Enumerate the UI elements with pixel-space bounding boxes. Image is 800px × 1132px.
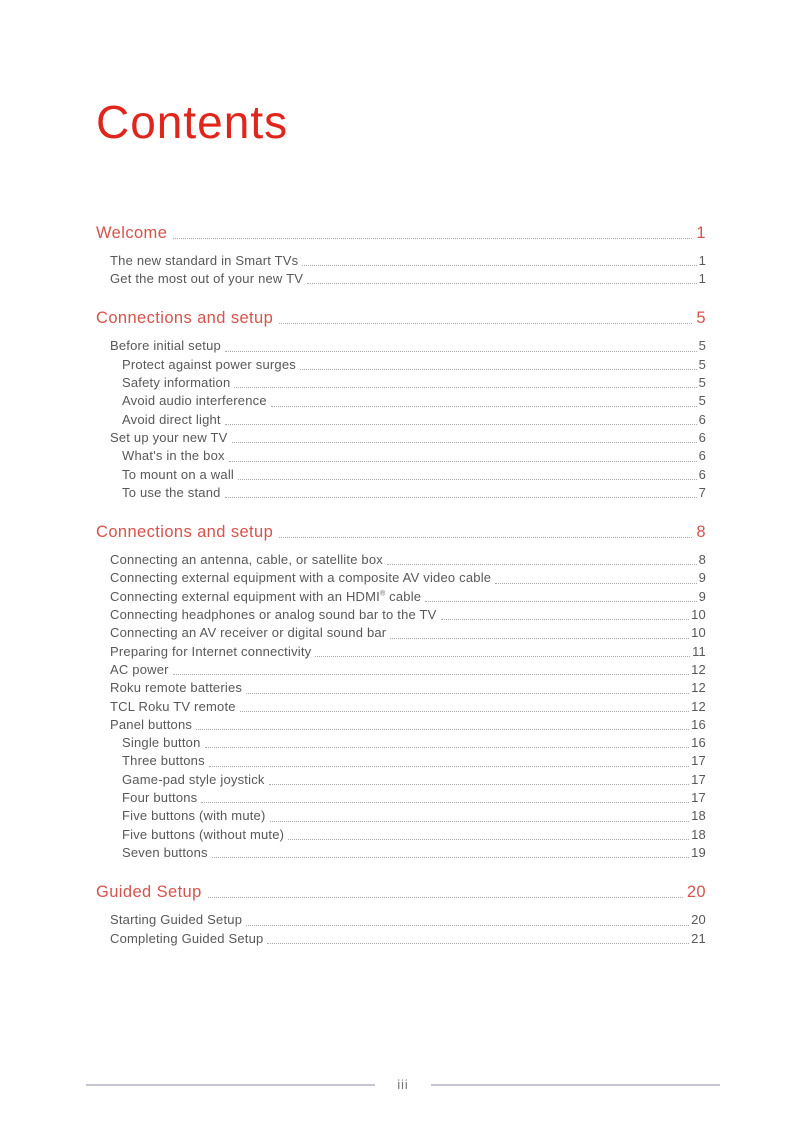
item-label: Connecting external equipment with an HDMI® cable xyxy=(110,588,422,604)
document-page xyxy=(0,96,800,1132)
item-page-number: 17 xyxy=(691,790,706,806)
item-label: Four buttons xyxy=(122,790,198,806)
toc-entry[interactable] xyxy=(96,807,706,825)
item-page-number: 17 xyxy=(691,771,706,787)
item-page-number: 21 xyxy=(691,930,706,946)
toc-section-heading[interactable] xyxy=(96,223,706,243)
toc-entry[interactable] xyxy=(96,551,706,569)
dot-leader xyxy=(229,461,697,462)
item-page-number: 18 xyxy=(691,808,706,824)
item-label: TCL Roku TV remote xyxy=(110,698,236,714)
item-page-number: 16 xyxy=(691,735,706,751)
toc-entry[interactable] xyxy=(96,270,706,288)
item-label: Connecting an AV receiver or digital sound bar xyxy=(110,625,387,641)
toc-entry[interactable] xyxy=(96,930,706,948)
item-page-number: 16 xyxy=(691,716,706,732)
toc-entry[interactable] xyxy=(96,789,706,807)
item-page-number: 9 xyxy=(698,570,706,586)
dot-leader xyxy=(201,802,689,803)
dot-leader xyxy=(209,766,689,767)
dot-leader xyxy=(225,351,697,352)
toc-entry[interactable] xyxy=(96,826,706,844)
toc-entry[interactable] xyxy=(96,588,706,606)
toc-entry[interactable] xyxy=(96,606,706,624)
section-title: Connections and setup xyxy=(96,309,274,328)
toc-entry[interactable] xyxy=(96,771,706,789)
toc-entry[interactable] xyxy=(96,447,706,465)
item-label: Safety information xyxy=(122,375,231,391)
page-title: Contents xyxy=(96,96,289,148)
item-label: Avoid direct light xyxy=(122,411,221,427)
dot-leader xyxy=(267,943,689,944)
toc-entry[interactable] xyxy=(96,679,706,697)
dot-leader xyxy=(225,497,697,498)
toc-entry[interactable] xyxy=(96,716,706,734)
item-label: Connecting an antenna, cable, or satellite box xyxy=(110,552,383,568)
item-label: Starting Guided Setup xyxy=(110,912,243,928)
item-page-number: 8 xyxy=(698,552,706,568)
dot-leader xyxy=(225,424,697,425)
item-page-number: 6 xyxy=(698,411,706,427)
toc-entry[interactable] xyxy=(96,466,706,484)
toc-entry[interactable] xyxy=(96,374,706,392)
toc-entry[interactable] xyxy=(96,392,706,410)
section-page-number: 20 xyxy=(686,883,706,902)
dot-leader xyxy=(495,583,696,584)
dot-leader xyxy=(300,369,697,370)
dot-leader xyxy=(302,265,696,266)
footer-rule-left xyxy=(86,1084,375,1086)
dot-leader xyxy=(269,784,690,785)
dot-leader xyxy=(288,839,689,840)
item-page-number: 12 xyxy=(691,680,706,696)
section-title: Welcome xyxy=(96,223,168,242)
item-label: Panel buttons xyxy=(110,716,193,732)
item-label: Set up your new TV xyxy=(110,429,228,445)
toc-entry[interactable] xyxy=(96,337,706,355)
item-label: Connecting headphones or analog sound bar to the TV xyxy=(110,607,437,623)
section-title: Guided Setup xyxy=(96,883,202,902)
toc xyxy=(96,223,706,948)
item-label: AC power xyxy=(110,661,169,677)
toc-entry[interactable] xyxy=(96,429,706,447)
item-page-number: 1 xyxy=(698,252,706,268)
dot-leader xyxy=(246,693,689,694)
toc-section-heading[interactable] xyxy=(96,522,706,542)
dot-leader xyxy=(270,821,690,822)
toc-entry[interactable] xyxy=(96,752,706,770)
item-page-number: 11 xyxy=(692,643,706,659)
item-page-number: 6 xyxy=(698,466,706,482)
toc-entry[interactable] xyxy=(96,411,706,429)
dot-leader xyxy=(173,674,689,675)
item-page-number: 10 xyxy=(691,607,706,623)
dot-leader xyxy=(390,638,689,639)
toc-entry[interactable] xyxy=(96,844,706,862)
toc-entry[interactable] xyxy=(96,911,706,929)
item-label: Completing Guided Setup xyxy=(110,930,264,946)
dot-leader xyxy=(208,897,683,898)
toc-section-heading[interactable] xyxy=(96,308,706,328)
item-label: Game-pad style joystick xyxy=(122,771,265,787)
item-page-number: 19 xyxy=(691,844,706,860)
section-title: Connections and setup xyxy=(96,523,274,542)
item-page-number: 6 xyxy=(698,429,706,445)
dot-leader xyxy=(279,537,692,538)
toc-section xyxy=(96,308,706,502)
toc-section xyxy=(96,223,706,289)
section-items xyxy=(96,551,706,862)
section-page-number: 8 xyxy=(696,523,706,542)
item-label: Avoid audio interference xyxy=(122,393,267,409)
toc-entry[interactable] xyxy=(96,252,706,270)
dot-leader xyxy=(425,601,696,602)
dot-leader xyxy=(232,442,697,443)
toc-entry[interactable] xyxy=(96,643,706,661)
section-page-number: 5 xyxy=(696,309,706,328)
item-page-number: 10 xyxy=(691,625,706,641)
dot-leader xyxy=(246,925,689,926)
dot-leader xyxy=(173,238,692,239)
item-page-number: 6 xyxy=(698,448,706,464)
section-page-number: 1 xyxy=(696,223,706,242)
item-page-number: 12 xyxy=(691,698,706,714)
dot-leader xyxy=(441,619,690,620)
item-page-number: 5 xyxy=(698,375,706,391)
dot-leader xyxy=(279,323,692,324)
item-page-number: 17 xyxy=(691,753,706,769)
item-label: Single button xyxy=(122,735,201,751)
dot-leader xyxy=(196,729,689,730)
section-items xyxy=(96,252,706,289)
toc-entry[interactable] xyxy=(96,624,706,642)
item-page-number: 5 xyxy=(698,393,706,409)
dot-leader xyxy=(212,857,689,858)
item-label: Protect against power surges xyxy=(122,356,296,372)
item-label: Five buttons (with mute) xyxy=(122,808,266,824)
item-label: The new standard in Smart TVs xyxy=(110,252,299,268)
item-page-number: 1 xyxy=(698,271,706,287)
item-page-number: 20 xyxy=(691,912,706,928)
item-page-number: 18 xyxy=(691,826,706,842)
item-label: Before initial setup xyxy=(110,338,221,354)
dot-leader xyxy=(315,656,690,657)
section-items xyxy=(96,911,706,948)
footer-rule-right xyxy=(431,1084,720,1086)
toc-section-heading[interactable] xyxy=(96,882,706,902)
item-label: To use the stand xyxy=(122,484,221,500)
toc-entry[interactable] xyxy=(96,698,706,716)
dot-leader xyxy=(240,711,689,712)
dot-leader xyxy=(234,387,696,388)
item-label: Five buttons (without mute) xyxy=(122,826,285,842)
footer-page-number: iii xyxy=(397,1078,409,1092)
item-page-number: 7 xyxy=(698,484,706,500)
item-label: Connecting external equipment with a composite AV video cable xyxy=(110,570,492,586)
item-page-number: 9 xyxy=(698,588,706,604)
dot-leader xyxy=(271,406,697,407)
item-label: What's in the box xyxy=(122,448,225,464)
dot-leader xyxy=(307,283,696,284)
dot-leader xyxy=(387,564,697,565)
item-label: Seven buttons xyxy=(122,844,208,860)
toc-entry[interactable] xyxy=(96,356,706,374)
item-label: To mount on a wall xyxy=(122,466,234,482)
item-label: Roku remote batteries xyxy=(110,680,243,696)
toc-entry[interactable] xyxy=(96,569,706,587)
dot-leader xyxy=(205,747,690,748)
dot-leader xyxy=(238,479,697,480)
item-page-number: 5 xyxy=(698,356,706,372)
page-footer xyxy=(86,1078,720,1092)
toc-section xyxy=(96,522,706,862)
toc-entry[interactable] xyxy=(96,734,706,752)
item-label: Preparing for Internet connectivity xyxy=(110,643,312,659)
toc-entry[interactable] xyxy=(96,484,706,502)
toc-section xyxy=(96,882,706,948)
section-items xyxy=(96,337,706,502)
item-page-number: 12 xyxy=(691,661,706,677)
toc-entry[interactable] xyxy=(96,661,706,679)
item-label: Three buttons xyxy=(122,753,205,769)
item-label: Get the most out of your new TV xyxy=(110,271,304,287)
item-page-number: 5 xyxy=(698,338,706,354)
